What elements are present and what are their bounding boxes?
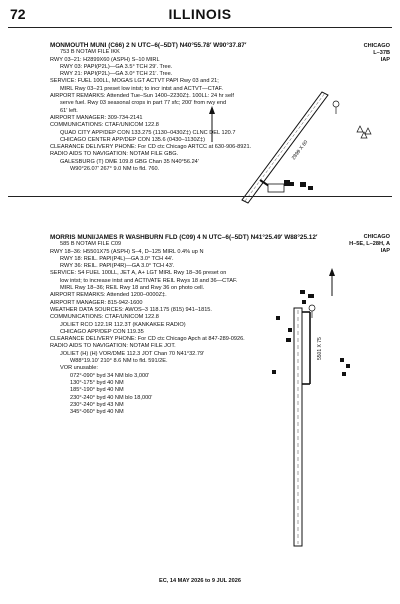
navaid-line: W90°26.07′ 267° 9.0 NM to fld. 760. [70, 166, 160, 173]
runway-length-label: 2899 X 60 [290, 139, 310, 162]
page-header [0, 0, 400, 30]
chart-ref: L–37B [373, 50, 390, 56]
elevation-notam: 585 B NOTAM FILE C09 [60, 241, 122, 248]
service-line: low intst; to increase intst and ACTIVATE REIL Rwys 18 and 36—CTAF. [60, 277, 238, 284]
chart-ref: H–5E, L–28H, A [349, 241, 390, 247]
vor-unusable-item: 230°-240° byd 43 NM [70, 401, 124, 408]
taxiway [302, 312, 310, 384]
runway-end-line: RWY 18: REIL. PAPI(P4L)—GA 3.0° TCH 44′. [60, 255, 174, 262]
north-arrow-icon [329, 268, 335, 296]
navaid-line: RADIO AIDS TO NAVIGATION: NOTAM FILE GBG. [50, 151, 179, 158]
page-number: 72 [10, 6, 26, 22]
remarks-line: serve fuel. Rwy 03 seasonal crops in part 77 sfc; 200′ from rwy end [60, 100, 227, 107]
navaid-line: GALESBURG (T) DME 109.8 GBG Chan 35 N40°56.24′ [60, 158, 199, 165]
service-line: MIRL Rwy 18–36; REIL Rwy 18 and Rwy 36 on photo cell. [60, 285, 205, 292]
vor-unusable-item: 185°-190° byd 40 NM [70, 387, 124, 394]
vor-unusable-item: 130°-175° byd 40 NM [70, 379, 124, 386]
elevation-notam: 753 B NOTAM FILE IKK [60, 49, 120, 56]
chart-refs-morris [349, 234, 390, 255]
comms-line: COMMUNICATIONS: CTAF/UNICOM 122.8 [50, 314, 159, 321]
navaid-line: RADIO AIDS TO NAVIGATION: NOTAM FILE JOT. [50, 343, 176, 350]
navaid-line: W88°19.10′ 210° 8.6 NM to fld. 591/2E. [70, 358, 168, 365]
chart-ref: IAP [380, 248, 390, 254]
runway-end-line: RWY 21: PAPI(P2L)—GA 3.0° TCH 21′. Tree. [60, 71, 173, 78]
comms-line: CHICAGO CENTER APP/DEP CON 135.6 (0430–1130Z‡) [60, 136, 205, 143]
footer-effective-dates: EC, 14 MAY 2026 to 9 JUL 2026 [159, 578, 241, 584]
windsock-icon [333, 101, 339, 114]
runway-line: RWY 03–21: H2899X60 (ASPH) S–10 MIRL [50, 56, 160, 63]
runway-end-line: RWY 03: PAPI(P2L)—GA 3.5° TCH 29′. Tree. [60, 63, 173, 70]
manager-line: AIRPORT MANAGER: 815-942-1600 [50, 299, 143, 306]
vor-unusable-item: 345°-060° byd 40 NM [70, 409, 124, 416]
obstruction-icon [272, 316, 350, 376]
buildings [300, 182, 313, 190]
navaid-line: VOR unusable: [60, 365, 98, 372]
remarks-line: 61′ left. [60, 107, 78, 114]
vor-unusable-item: 230°-240° byd 40 NM blo 18,000′ [70, 394, 153, 401]
comms-line: CHICAGO APP/DEP CON 119.35 [60, 328, 144, 335]
remarks-line: AIRPORT REMARKS: Attended Tue–Sun 1400–2230Z‡. 100LL: 24 hr self [50, 93, 234, 100]
runway-end-line: RWY 36: REIL. PAPI(P4R)—GA 3.0° TCH 43′. [60, 263, 175, 270]
obstruction-icon [357, 126, 371, 138]
manager-line: AIRPORT MANAGER: 309-734-2141 [50, 114, 143, 121]
north-arrow-icon [209, 106, 215, 142]
airport-diagram-monmouth [200, 82, 380, 212]
service-line: SERVICE: FUEL 100LL, MOGAS LGT ACTVT PAPI Rwy 03 and 21; [50, 78, 219, 85]
taxiway [260, 180, 294, 192]
comms-line: COMMUNICATIONS: CTAF/UNICOM 122.8 [50, 122, 159, 129]
chart-refs-monmouth [364, 43, 390, 64]
remarks-line: AIRPORT REMARKS: Attended 1200–0000Z‡. [50, 292, 167, 299]
service-line: MIRL Rwy 03–21 preset low intst; to incr intst and ACTVT—CTAF. [60, 85, 223, 92]
comms-line: QUAD CITY APP/DEP CON 133.275 (1130–0430Z‡) CLNC DEL 120.7 [60, 129, 236, 136]
service-line: SERVICE: S4 FUEL 100LL, JET A, A+ LGT MIRL Rwy 18–36 preset on [50, 270, 227, 277]
airport-title: MONMOUTH MUNI (C66) 2 N UTC–6(–5DT) N40°55.78′ W90°37.87′ [50, 42, 247, 49]
navaid-line: JOLIET (H) (H) VOR/DME 112.3 JOT Chan 70 N41°32.79′ [60, 350, 205, 357]
clearance-line: CLEARANCE DELIVERY PHONE: For CD ctc Chicago Apch at 847-289-0926. [50, 336, 245, 343]
comms-line: JOLIET RCO 122.1R 112.3T (KANKAKEE RADIO) [60, 321, 186, 328]
header-rule [8, 27, 392, 28]
weather-line: WEATHER DATA SOURCES: AWOS–3 118.175 (815) 941–1815. [50, 306, 212, 313]
vor-unusable-item: 072°-090° byd 34 NM blo 3,000′ [70, 372, 150, 379]
runway-18-36 [294, 308, 302, 546]
state-title: ILLINOIS [168, 6, 232, 22]
chart-ref: CHICAGO [363, 234, 390, 240]
runway-line: RWY 18–36: H5501X75 (ASPH) S–4, D–125 MIRL 0.4% up N [50, 248, 204, 255]
chart-ref: IAP [380, 57, 390, 63]
runway-length-label: 5501 X 75 [317, 337, 323, 360]
clearance-line: CLEARANCE DELIVERY PHONE: For CD ctc Chicago ARTCC at 630-906-8921. [50, 144, 252, 151]
airport-diagram-morris [200, 268, 380, 568]
airport-title: MORRIS MUNI/JAMES R WASHBURN FLD (C09) 4 N UTC–6(–5DT) N41°25.49′ W88°25.12′ [50, 234, 318, 241]
runway-03-21 [242, 92, 328, 203]
chart-ref: CHICAGO [363, 43, 390, 49]
section-divider [8, 196, 392, 197]
